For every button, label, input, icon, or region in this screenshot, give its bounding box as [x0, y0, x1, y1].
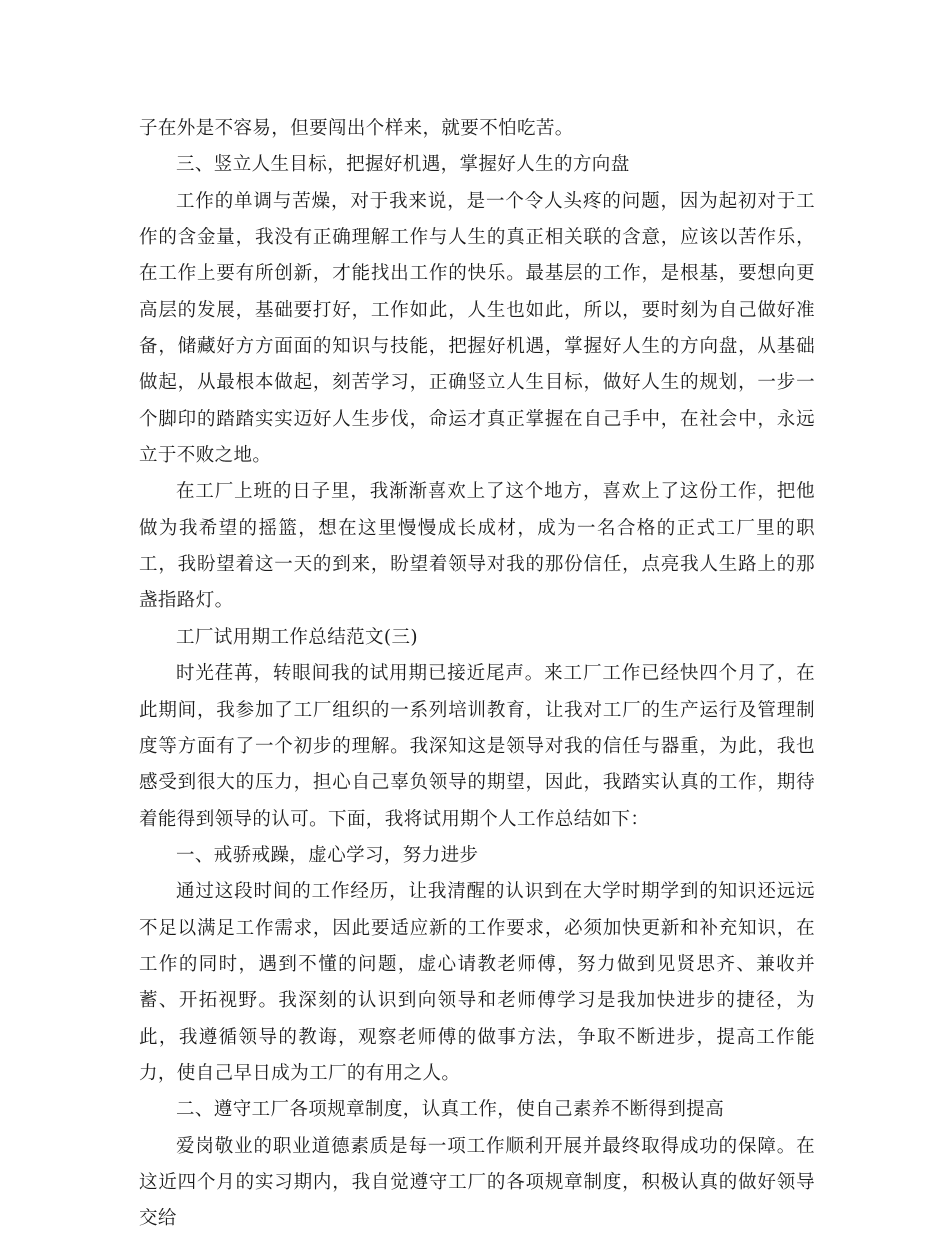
section-heading-2: 二、遵守工厂各项规章制度，认真工作，使自己素养不断得到提高 [176, 1099, 725, 1121]
paragraph: 在工厂上班的日子里，我渐渐喜欢上了这个地方，喜欢上了这份工作，把他做为我希望的摇篮，想在这里慢慢成长成材，成为一名合格的正式工厂里的职工，我盼望着这一天的到来，盼望着领导对我的那份信任，点亮我人生路上的那盏指路灯。 [139, 481, 815, 612]
paragraph: 通过这段时间的工作经历，让我清醒的认识到在大学时期学到的知识还远远不足以满足工作需求，因此要适应新的工作要求，必须加快更新和补充知识，在工作的同时，遇到不懂的问题，虚心请教老师傅，努力做到见贤思齐、兼收并蓄、开拓视野。我深刻的认识到向领导和老师傅学习是我加快进步的捷径，为此，我遵循领导的教诲，观察老师傅的做事方法，争取不断进步，提高工作能力，使自己早日成为工厂的有用之人。 [139, 881, 815, 1084]
article-title: 工厂试用期工作总结范文(三) [176, 626, 419, 648]
paragraph: 时光荏苒，转眼间我的试用期已接近尾声。来工厂工作已经快四个月了，在此期间，我参加了工厂组织的一系列培训教育，让我对工厂的生产运行及管理制度等方面有了一个初步的理解。我深知这是领导对我的信任与器重，为此，我也感受到很大的压力，担心自己辜负领导的期望，因此，我踏实认真的工作，期待着能得到领导的认可。下面，我将试用期个人工作总结如下： [139, 663, 815, 830]
document-body [139, 111, 815, 1238]
paragraph-continued: 子在外是不容易，但要闯出个样来，就要不怕吃苦。 [139, 118, 574, 139]
paragraph: 工作的单调与苦燥，对于我来说，是一个令人头疼的问题，因为起初对于工作的含金量，我没有正确理解工作与人生的真正相关联的含意，应该以苦作乐，在工作上要有所创新，才能找出工作的快乐。最基层的工作，是根基，要想向更高层的发展，基础要打好，工作如此，人生也如此，所以，要时刻为自己做好准备，储藏好方方面面的知识与技能，把握好机遇，掌握好人生的方向盘，从基础做起，从最根本做起，刻苦学习，正确竖立人生目标，做好人生的规划，一步一个脚印的踏踏实实迈好人生步伐，命运才真正掌握在自己手中，在社会中，永远立于不败之地。 [139, 190, 815, 467]
section-heading-3: 三、竖立人生目标，把握好机遇，掌握好人生的方向盘 [176, 154, 630, 176]
section-heading-1: 一、戒骄戒躁，虚心学习，努力进步 [176, 844, 479, 866]
paragraph: 爱岗敬业的职业道德素质是每一项工作顺利开展并最终取得成功的保障。在这近四个月的实习期内，我自觉遵守工厂的各项规章制度，积极认真的做好领导交给 [139, 1135, 815, 1230]
